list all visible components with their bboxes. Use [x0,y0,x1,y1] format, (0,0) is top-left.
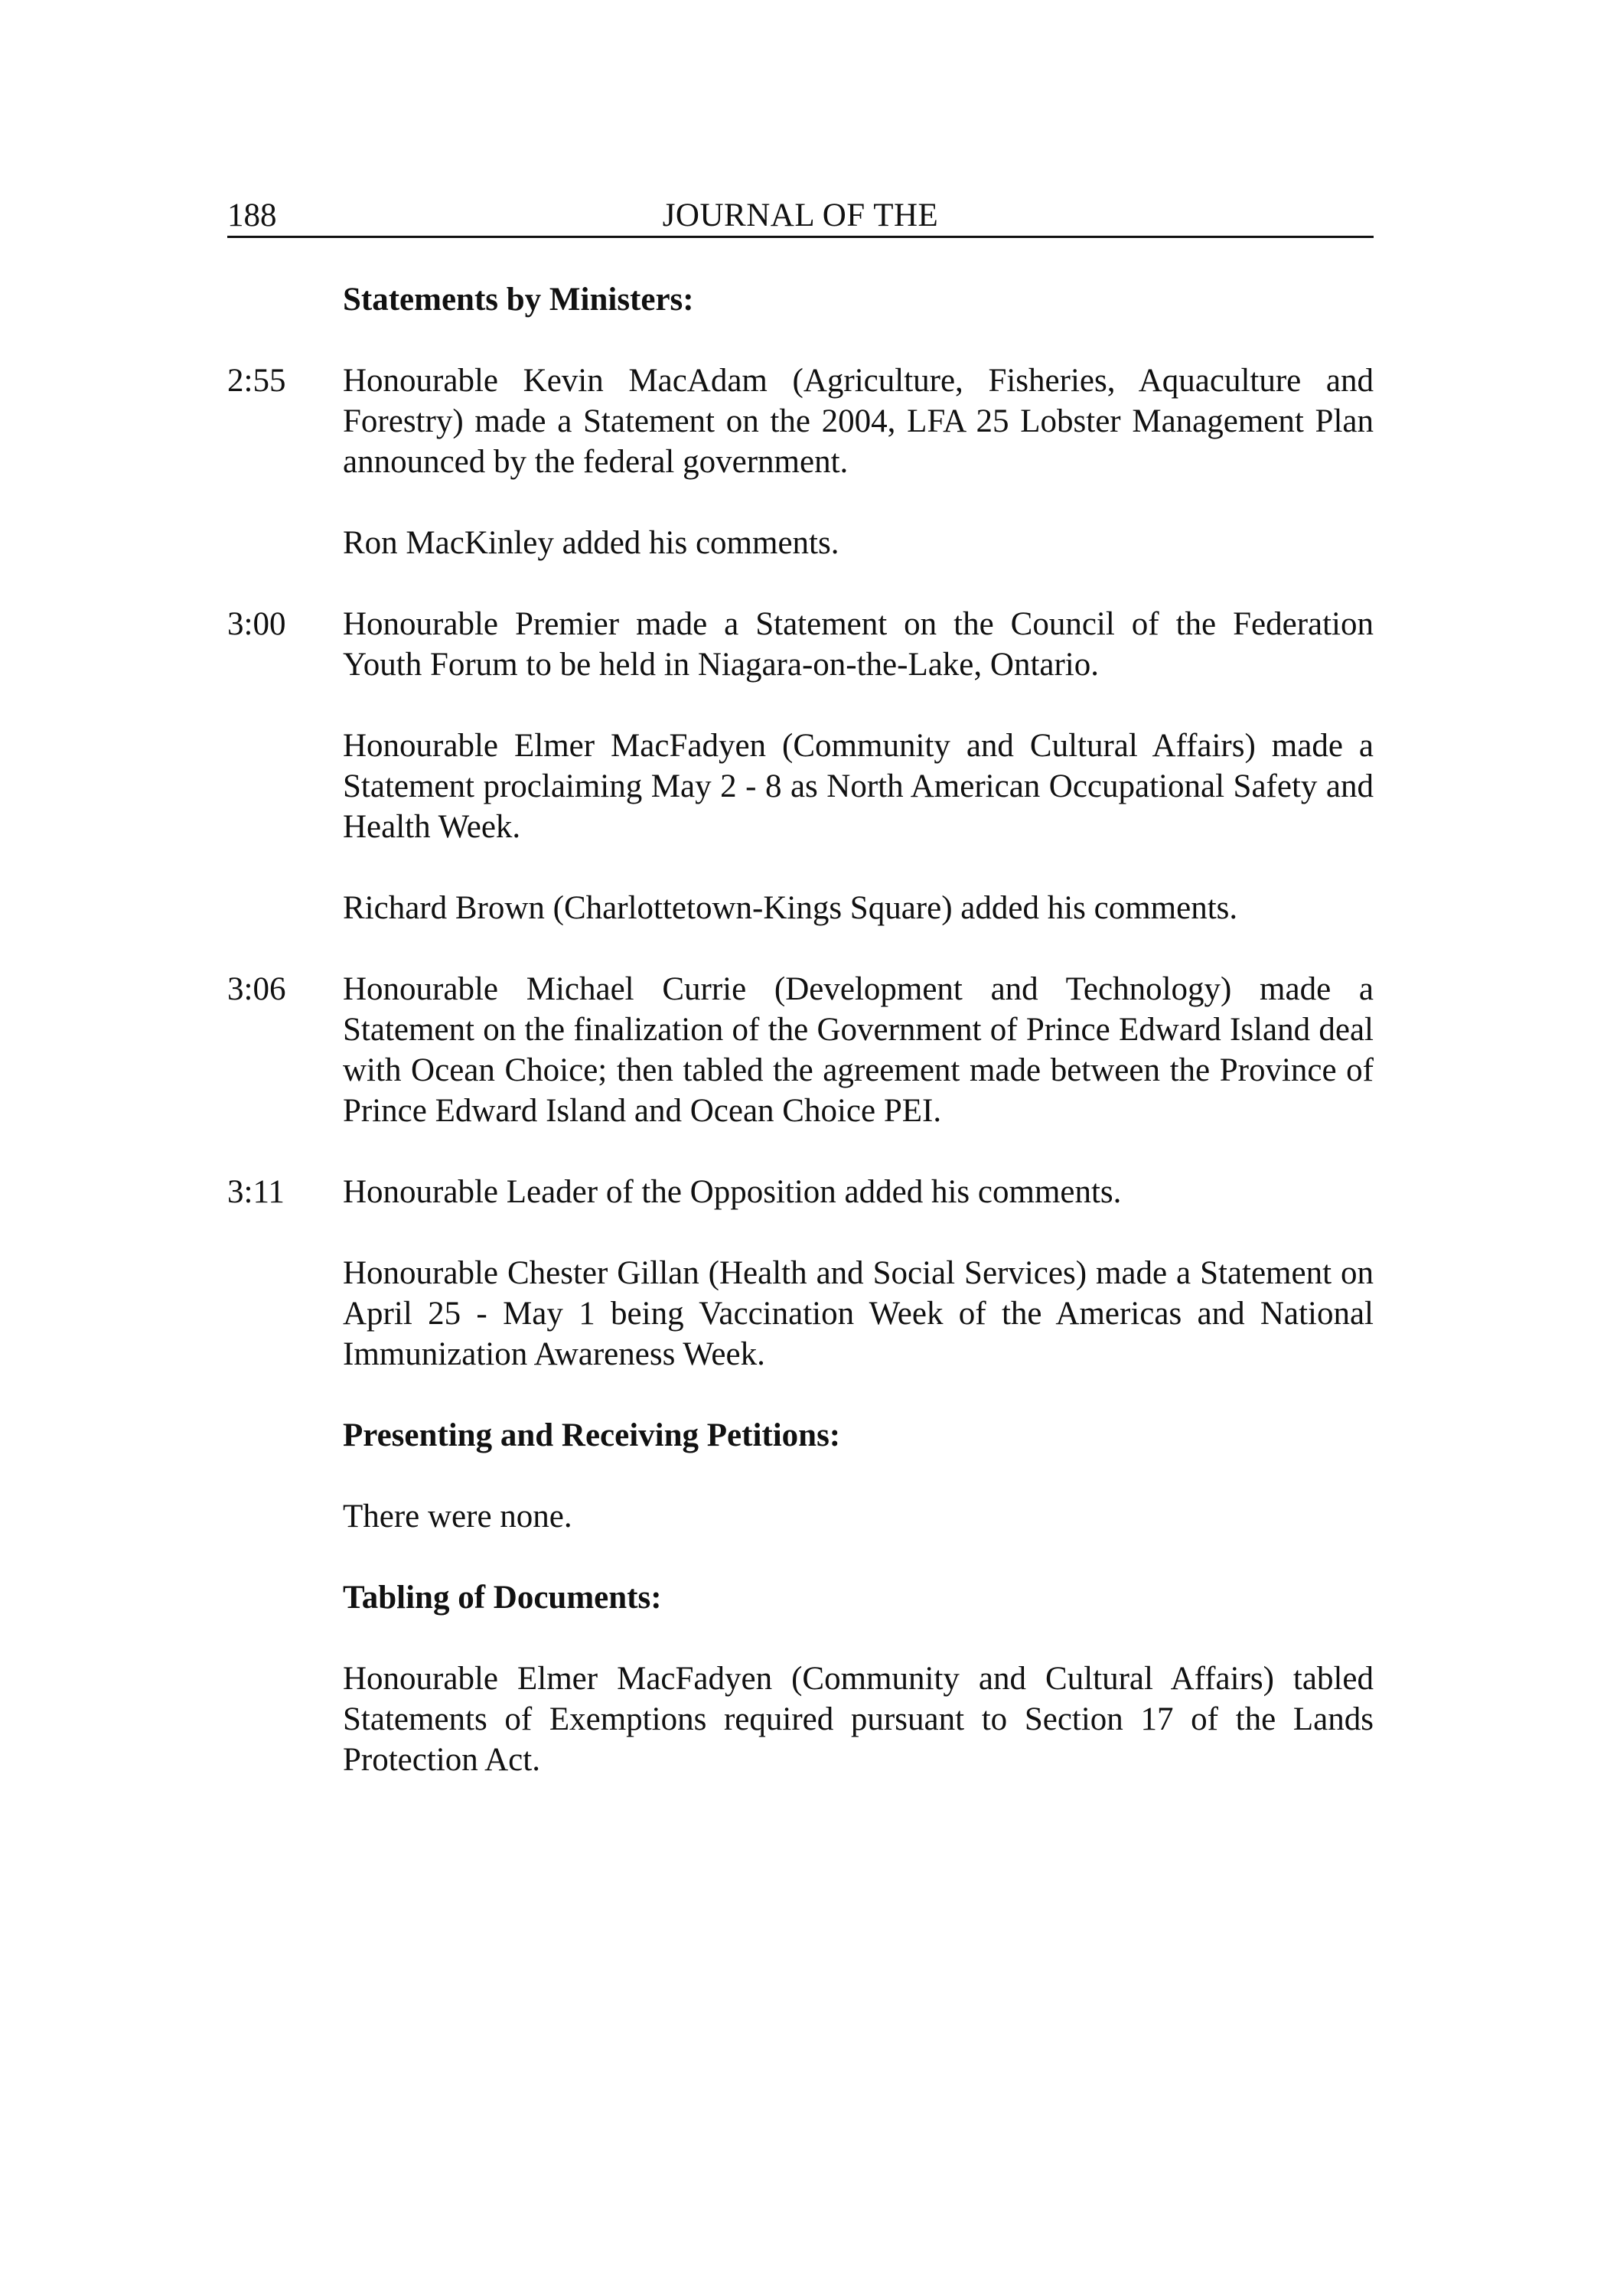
entry-text: Honourable Kevin MacAdam (Agriculture, Fisheries, Aquaculture and Forestry) made a Statement on the 2004, LFA 25 Lobster Management Plan announced by the federal government. [343,363,1374,480]
entry-text: Honourable Premier made a Statement on the Council of the Federation Youth Forum to be held in Niagara-on-the-Lake, Ontario. [343,606,1374,683]
journal-entry [227,1253,1374,1375]
entry-text: Honourable Michael Currie (Development and Technology) made a Statement on the finalization of the Government of Prince Edward Island deal with Ocean Choice; then tabled the agreement made between the Province of Prince Edward Island and Ocean Choice PEI. [343,971,1374,1129]
journal-entry [227,360,1374,482]
journal-body [227,279,1374,1821]
journal-entry [227,523,1374,563]
section-heading-statements: Statements by Ministers: [343,282,694,318]
running-title: JOURNAL OF THE [662,197,939,233]
entry-time: 3:11 [227,1174,285,1210]
petitions-entry [227,1496,1374,1537]
entry-text: Honourable Chester Gillan (Health and Social Services) made a Statement on April 25 - May 1 being Vaccination Week of the Americas and National Immunization Awareness Week. [343,1255,1374,1372]
entry-text: Honourable Elmer MacFadyen (Community and Cultural Affairs) made a Statement proclaiming May 2 - 8 as North American Occupational Safety and Health Week. [343,728,1374,845]
petitions-text: There were none. [343,1499,572,1534]
entry-text: Honourable Leader of the Opposition added his comments. [343,1174,1122,1210]
entry-time: 3:00 [227,606,286,642]
page-number: 188 [227,197,277,233]
tabling-text: Honourable Elmer MacFadyen (Community and Cultural Affairs) tabled Statements of Exemptions required pursuant to Section 17 of the Lands Protection Act. [343,1661,1374,1778]
entry-text: Ron MacKinley added his comments. [343,525,839,561]
journal-entry [227,969,1374,1131]
entry-text: Richard Brown (Charlottetown-Kings Square) added his comments. [343,890,1238,926]
journal-entry [227,604,1374,685]
page-header [227,196,1374,238]
section-heading-tabling: Tabling of Documents: [343,1580,662,1616]
journal-entry [227,726,1374,847]
entry-time: 3:06 [227,971,286,1007]
journal-entry [227,888,1374,928]
tabling-entry [227,1658,1374,1780]
entry-time: 2:55 [227,363,286,399]
section-heading-petitions: Presenting and Receiving Petitions: [343,1417,841,1453]
journal-entry [227,1172,1374,1212]
